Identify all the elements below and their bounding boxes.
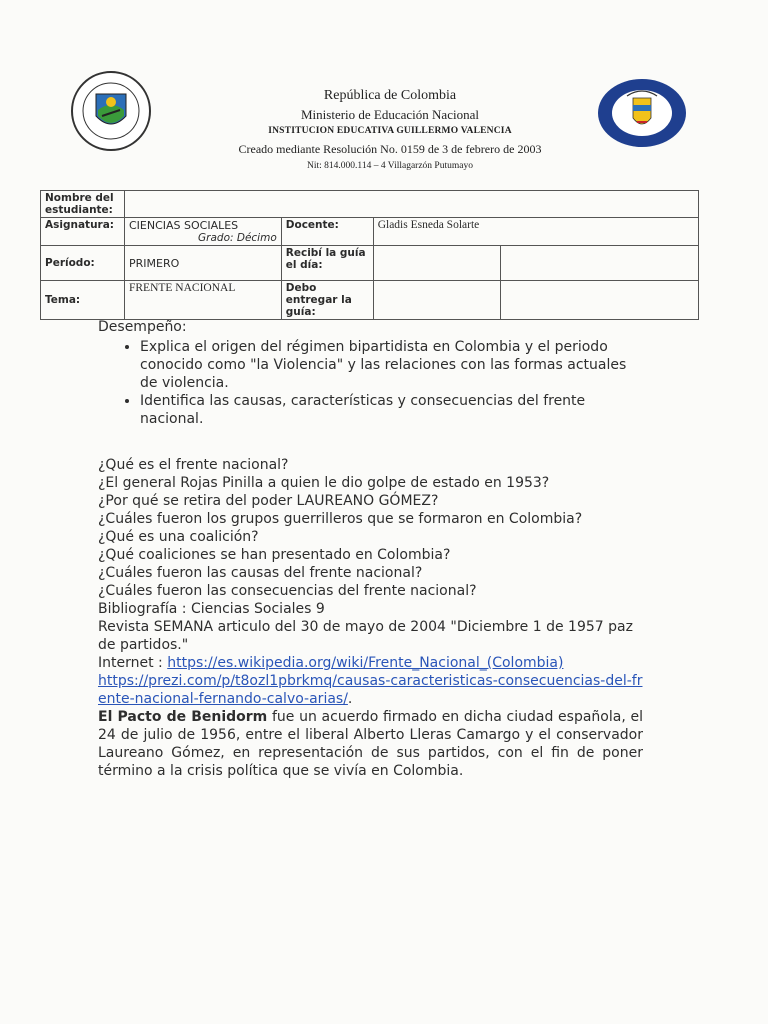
magazine-reference: Revista SEMANA articulo del 30 de mayo de 2004 "Diciembre 1 de 1957 paz de partidos."	[98, 619, 633, 653]
due-date-label: Debo entregar la guía:	[281, 281, 373, 320]
topic-label: Tema:	[41, 281, 125, 320]
list-item: • Explica el origen del régimen bipartidista en Colombia y el periodo conocido como "la Violencia" y las relaciones con las formas actuales de violencia.	[140, 338, 643, 392]
subject-value	[124, 218, 281, 246]
performance-list	[98, 338, 643, 428]
student-info-table	[40, 190, 699, 320]
subject-name: CIENCIAS SOCIALES	[128, 219, 239, 232]
header-ministry: Ministerio de Educación Nacional	[301, 107, 479, 122]
table-row	[41, 191, 699, 218]
list-item: ¿Qué coaliciones se han presentado en Colombia?	[98, 547, 451, 563]
header-nit: Nit: 814.000.114 – 4 Villagarzón Putumayo	[307, 161, 473, 171]
list-item: ¿Cuáles fueron las consecuencias del frente nacional?	[98, 583, 477, 599]
student-name-field[interactable]	[124, 191, 698, 218]
period-label: Período:	[41, 246, 125, 281]
grade-value: Grado: Décimo	[198, 232, 277, 244]
teacher-label: Docente:	[281, 218, 373, 246]
colombia-seal	[597, 78, 687, 148]
benidorm-text: fue un acuerdo firmado en dicha ciudad española, el 24 de julio de 1956, entre el liberal Alberto Lleras Camargo y el conservador Laureano Gómez, en representación de sus partidos, con el fin de poner término a la crisis política que se vivía en Colombia.	[98, 709, 643, 779]
received-date-label: Recibí la guía el día:	[281, 246, 373, 281]
internet-label: Internet :	[98, 655, 168, 671]
list-item: ¿Por qué se retira del poder LAUREANO GÓMEZ?	[98, 493, 439, 509]
list-item: ¿Cuáles fueron los grupos guerrilleros que se formaron en Colombia?	[98, 511, 583, 527]
received-date-extra	[501, 246, 699, 281]
list-item: ¿Qué es una coalición?	[98, 529, 259, 545]
questions-list	[98, 456, 643, 600]
due-date-extra	[501, 281, 699, 320]
header-institution: INSTITUCION EDUCATIVA GUILLERMO VALENCIA	[268, 126, 512, 136]
prezi-reference	[98, 672, 643, 708]
teacher-value: Gladis Esneda Solarte	[373, 218, 698, 246]
header-resolution: Creado mediante Resolución No. 0159 de 3 de febrero de 2003	[238, 142, 542, 156]
school-logo	[70, 70, 152, 152]
table-row	[41, 246, 699, 281]
list-item: ¿Cuáles fueron las causas del frente nacional?	[98, 565, 423, 581]
benidorm-paragraph	[98, 708, 643, 780]
topic-value: FRENTE NACIONAL	[124, 281, 281, 320]
prezi-link-suffix: .	[347, 691, 353, 707]
benidorm-title: El Pacto de Benidorm	[98, 709, 268, 725]
received-date-field[interactable]	[373, 246, 501, 281]
subject-label: Asignatura:	[41, 218, 125, 246]
period-value: PRIMERO	[124, 246, 281, 281]
table-row	[41, 281, 699, 320]
wikipedia-link[interactable]: https://es.wikipedia.org/wiki/Frente_Nacional_(Colombia)	[167, 655, 564, 671]
list-item: • Identifica las causas, características y consecuencias del frente nacional.	[140, 392, 643, 428]
bibliography: Bibliografía : Ciencias Sociales 9	[98, 601, 325, 617]
performance-title: Desempeño:	[98, 319, 187, 335]
student-name-label: Nombre del estudiante:	[41, 191, 125, 218]
guide-content	[98, 318, 643, 780]
list-item: ¿El general Rojas Pinilla a quien le dio golpe de estado en 1953?	[98, 475, 550, 491]
due-date-field[interactable]	[373, 281, 501, 320]
table-row	[41, 218, 699, 246]
list-item: ¿Qué es el frente nacional?	[98, 457, 289, 473]
institution-header	[200, 86, 580, 175]
internet-reference	[98, 654, 643, 672]
prezi-link[interactable]: https://prezi.com/p/t8ozl1pbrkmq/causas-caracteristicas-consecuencias-del-frente-nacional-fernando-calvo-arias/	[98, 673, 643, 707]
header-republic: República de Colombia	[323, 88, 457, 103]
